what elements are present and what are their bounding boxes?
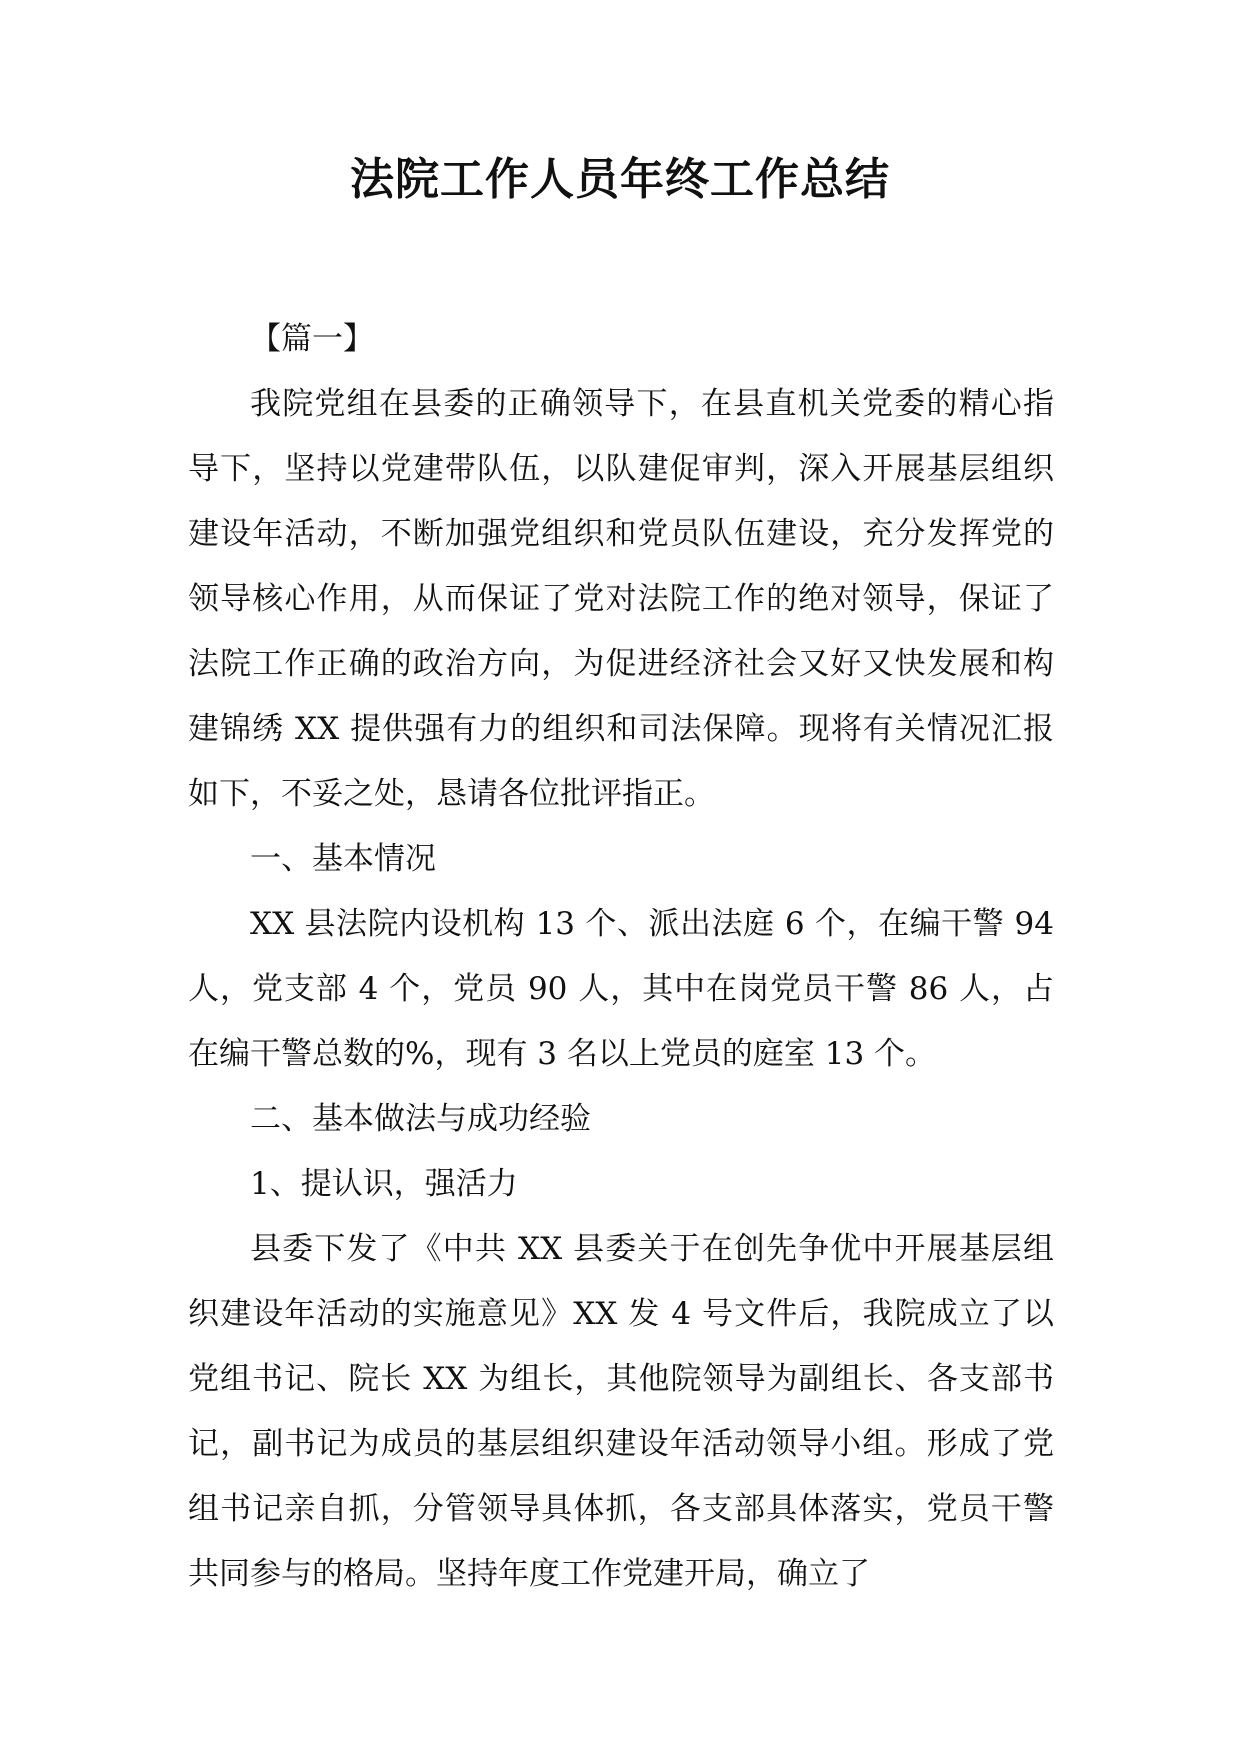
document-title: 法院工作人员年终工作总结: [350, 154, 890, 205]
section-marker: 【篇一】: [250, 321, 374, 357]
intro-paragraph: 我院党组在县委的正确领导下，在县直机关党委的精心指导下，坚持以党建带队伍，以队建促审判，深入开展基层组织建设年活动，不断加强党组织和党员队伍建设，充分发挥党的领导核心作用，从而保证了党对法院工作的绝对领导，保证了法院工作正确的政治方向，为促进经济社会又好又快发展和构建锦绣 XX 提供强有力的组织和司法保障。现将有关情况汇报如下，不妥之处，恳请各位批评指正。: [188, 386, 1054, 812]
awareness-paragraph: 县委下发了《中共 XX 县委关于在创先争优中开展基层组织建设年活动的实施意见》XX 发 4 号文件后，我院成立了以党组书记、院长 XX 为组长，其他院领导为副组长、各支部书记，副书记为成员的基层组织建设年活动领导小组。形成了党组书记亲自抓，分管领导具体抓，各支部具体落实，党员干警共同参与的格局。坚持年度工作党建开局，确立了: [188, 1231, 1054, 1592]
heading-basic-situation: 一、基本情况: [250, 841, 436, 877]
heading-practices: 二、基本做法与成功经验: [250, 1101, 591, 1137]
document-body: [188, 307, 1054, 1607]
subheading-awareness: 1、提认识，强活力: [250, 1166, 518, 1202]
basic-situation-paragraph: XX 县法院内设机构 13 个、派出法庭 6 个，在编干警 94 人，党支部 4 个，党员 90 人，其中在岗党员干警 86 人，占在编干警总数的%，现有 3 名以上党员的庭室 13 个。: [188, 906, 1054, 1072]
